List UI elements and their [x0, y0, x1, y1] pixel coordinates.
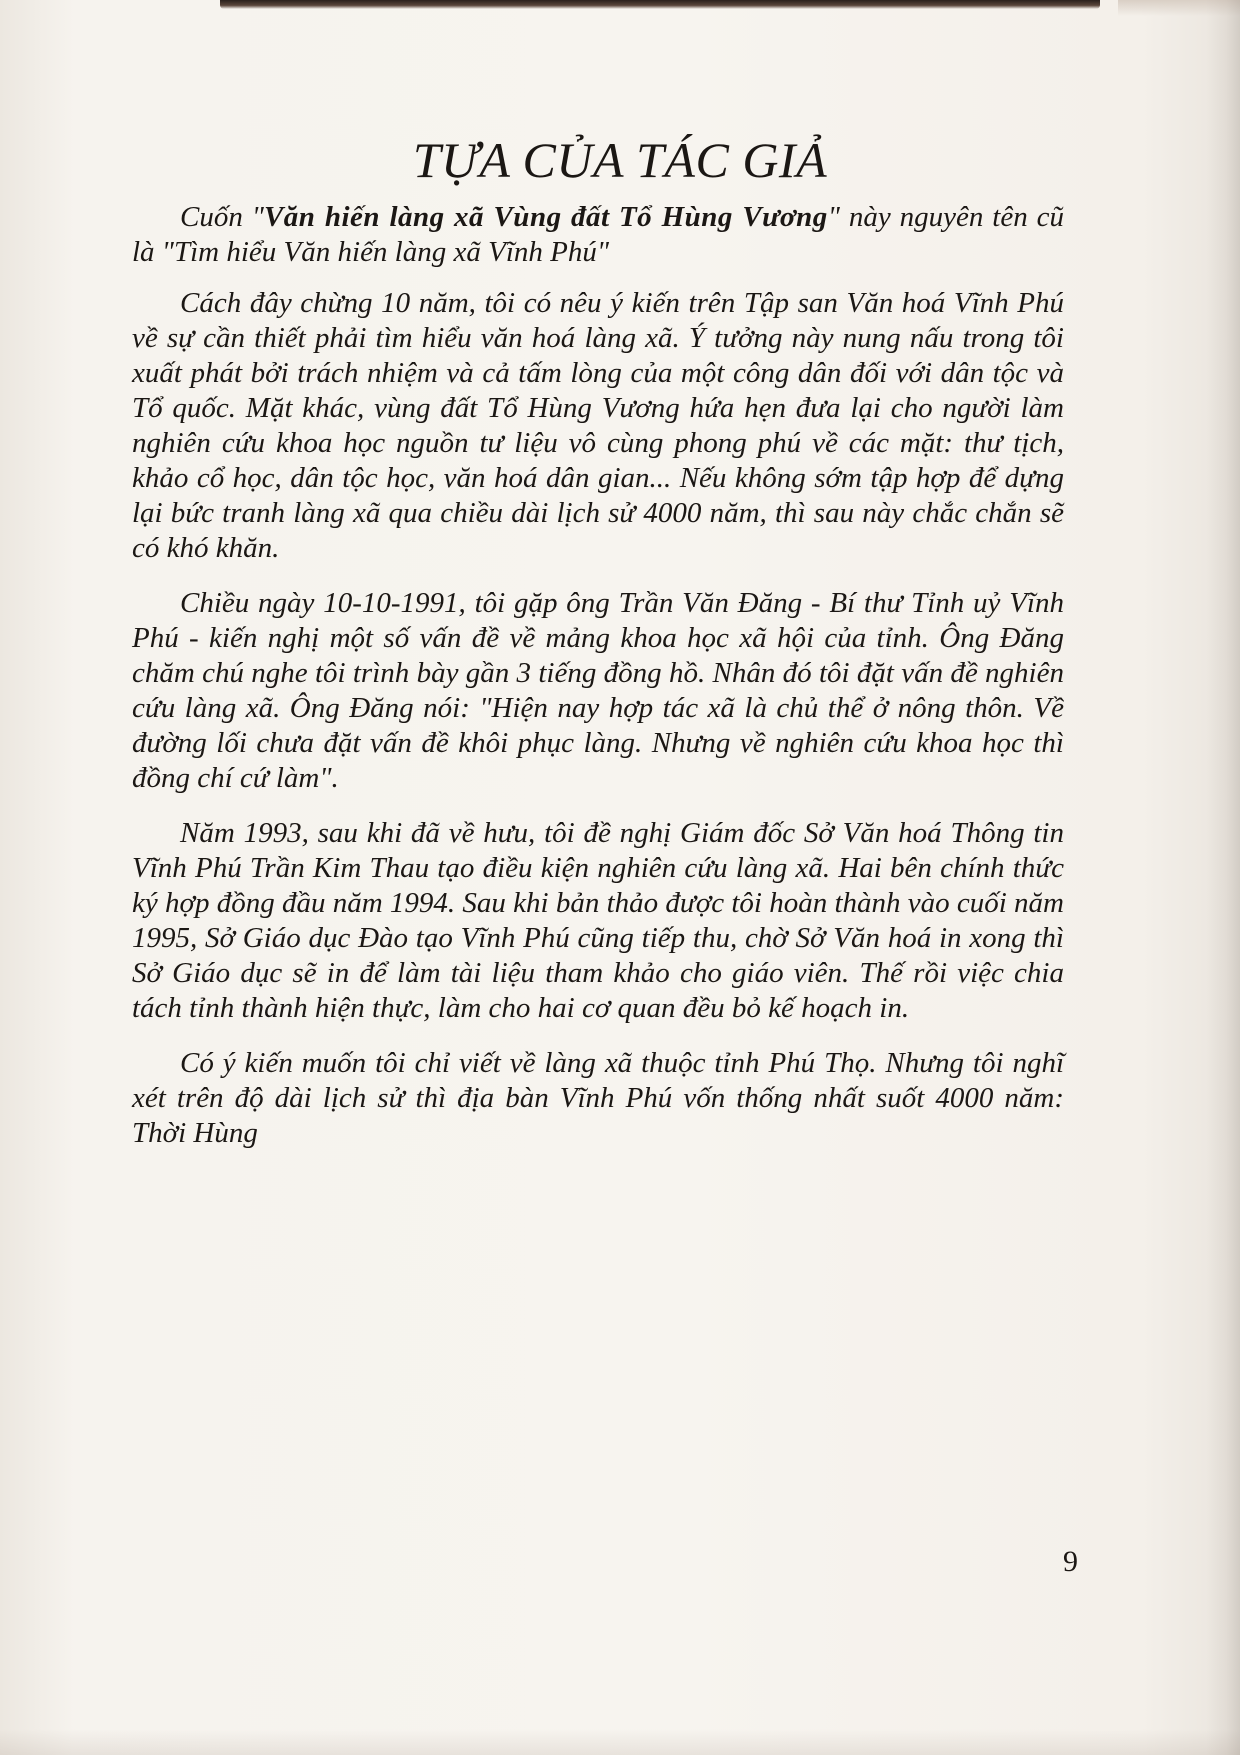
paragraph-1-suffix: " này nguyên tên cũ là "Tìm hiểu Văn hiến làng xã Vĩnh Phú": [132, 201, 1065, 268]
paragraph-3: Chiều ngày 10-10-1991, tôi gặp ông Trần Văn Đăng - Bí thư Tỉnh uỷ Vĩnh Phú - kiến nghị một số vấn đề về mảng khoa học xã hội của tỉnh. Ông Đăng chăm chú nghe tôi trình bày gần 3 tiếng đồng hồ. Nhân đó tôi đặt vấn đề nghiên cứu làng xã. Ông Đăng nói: "Hiện nay hợp tác xã là chủ thể ở nông thôn. Về đường lối chưa đặt vấn đề khôi phục làng. Nhưng về nghiên cứu khoa học thì đồng chí cứ làm".: [132, 587, 1064, 794]
paragraph-5: Có ý kiến muốn tôi chỉ viết về làng xã thuộc tỉnh Phú Thọ. Nhưng tôi nghĩ xét trên độ dài lịch sử thì địa bàn Vĩnh Phú vốn thống nhất suốt 4000 năm: Thời Hùng: [132, 1047, 1064, 1149]
paragraph-1: [132, 200, 1064, 270]
page-title: TỰA CỦA TÁC GIẢ: [412, 132, 828, 188]
paragraph-4: Năm 1993, sau khi đã về hưu, tôi đề nghị Giám đốc Sở Văn hoá Thông tin Vĩnh Phú Trần Kim Thau tạo điều kiện nghiên cứu làng xã. Hai bên chính thức ký hợp đồng đầu năm 1994. Sau khi bản thảo được tôi hoàn thành vào cuối năm 1995, Sở Giáo dục Đào tạo Vĩnh Phú cũng tiếp thu, chờ Sở Văn hoá in xong thì Sở Giáo dục sẽ in để làm tài liệu tham khảo cho giáo viên. Thế rồi việc chia tách tỉnh thành hiện thực, làm cho hai cơ quan đều bỏ kế hoạch in.: [132, 817, 1064, 1024]
page-bottom-shadow: [0, 1729, 1240, 1755]
page-number: 9: [1063, 1545, 1078, 1578]
page-top-edge-shadow: [220, 0, 1100, 9]
body-text: [132, 200, 1064, 1171]
paragraph-1-prefix: Cuốn ": [180, 201, 264, 233]
paragraph-2: Cách đây chừng 10 năm, tôi có nêu ý kiến trên Tập san Văn hoá Vĩnh Phú về sự cần thiết phải tìm hiểu văn hoá làng xã. Ý tưởng này nung nấu trong tôi xuất phát bởi trách nhiệm và cả tấm lòng của một công dân đối với dân tộc và Tổ quốc. Mặt khác, vùng đất Tổ Hùng Vương hứa hẹn đưa lại cho người làm nghiên cứu khoa học nguồn tư liệu vô cùng phong phú về các mặt: thư tịch, khảo cổ học, dân tộc học, văn hoá dân gian... Nếu không sớm tập hợp để dựng lại bức tranh làng xã qua chiều dài lịch sử 4000 năm, thì sau này chắc chắn sẽ có khó khăn.: [132, 287, 1064, 564]
book-title: Văn hiến làng xã Vùng đất Tổ Hùng Vương: [263, 201, 828, 233]
page-right-shadow: [1206, 0, 1240, 1755]
